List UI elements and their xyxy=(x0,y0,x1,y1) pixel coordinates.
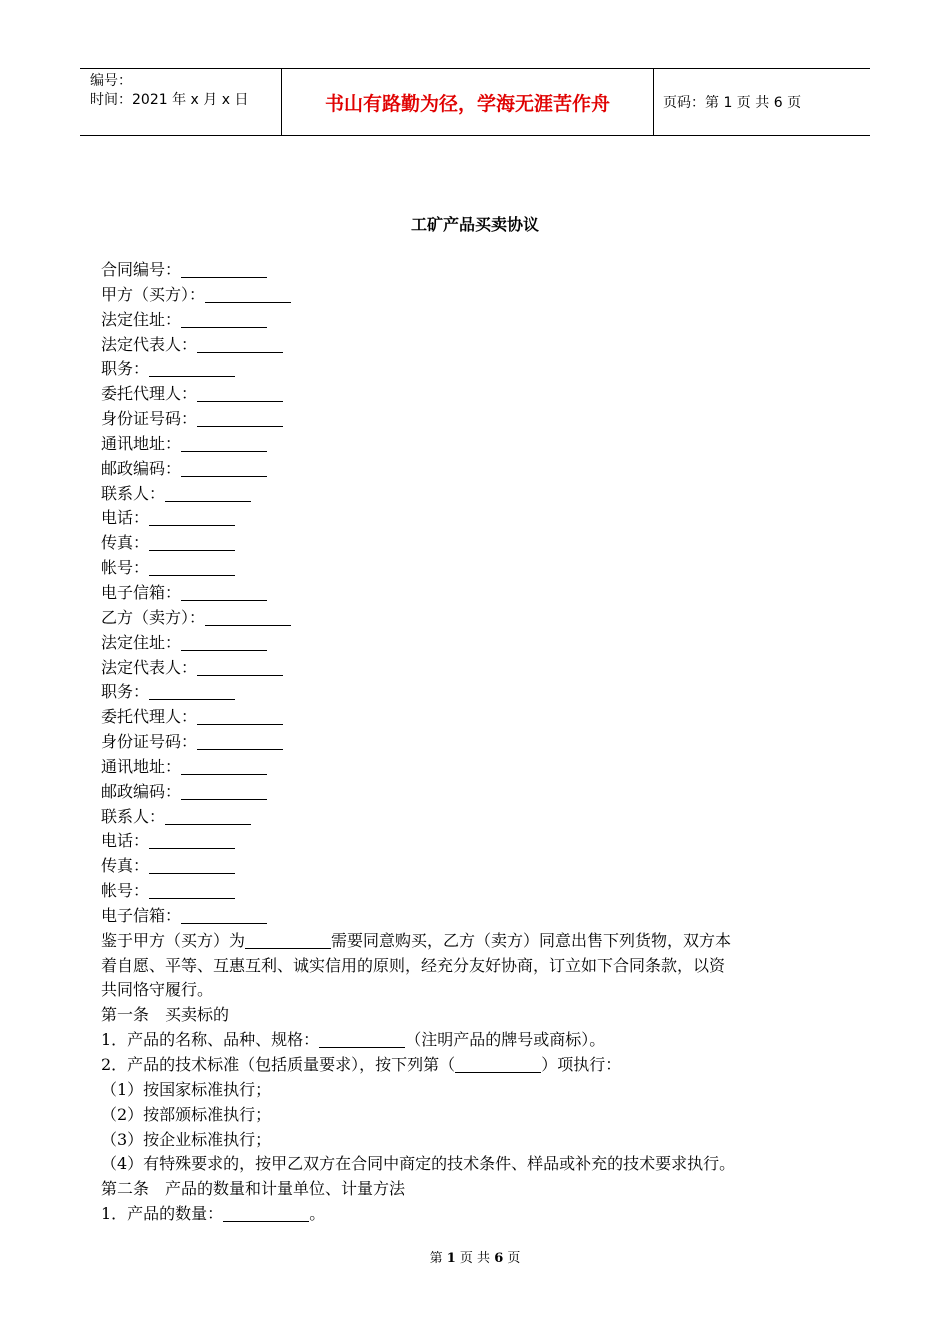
article-1-title: 第一条 买卖标的 xyxy=(101,1005,230,1025)
page-footer xyxy=(0,1247,950,1266)
field-blank-underline xyxy=(149,683,235,700)
form-field-line xyxy=(101,805,861,830)
blank-underline xyxy=(319,1031,405,1048)
field-label: 电话： xyxy=(101,831,150,851)
footer-total-pages: 6 xyxy=(494,1251,504,1266)
field-label: 传真： xyxy=(101,533,150,553)
footer-middle: 页 共 xyxy=(459,1251,491,1266)
form-field-line xyxy=(101,606,861,631)
blank-underline xyxy=(245,932,331,949)
field-blank-underline xyxy=(149,509,235,526)
field-blank-underline xyxy=(149,882,235,899)
field-label: 联系人： xyxy=(101,806,166,826)
field-label: 法定住址： xyxy=(101,309,182,329)
field-blank-underline xyxy=(149,857,235,874)
footer-suffix: 页 xyxy=(507,1251,521,1266)
field-blank-underline xyxy=(197,659,283,676)
form-field-line xyxy=(101,407,861,432)
footer-prefix: 第 xyxy=(429,1251,443,1266)
intro-line-1 xyxy=(101,929,861,954)
form-field-line xyxy=(101,357,861,382)
item-3 xyxy=(101,1202,861,1227)
field-label: 电子信箱： xyxy=(101,905,182,925)
form-field-line xyxy=(101,680,861,705)
footer-page-number: 1 xyxy=(446,1251,456,1266)
field-label: 通讯地址： xyxy=(101,433,182,453)
option-3: （3）按企业标准执行； xyxy=(101,1129,272,1149)
field-blank-underline xyxy=(149,832,235,849)
field-blank-underline xyxy=(197,385,283,402)
form-field-line xyxy=(101,283,861,308)
form-field-line xyxy=(101,258,861,283)
form-field-line xyxy=(101,904,861,929)
field-blank-underline xyxy=(205,609,291,626)
form-field-line xyxy=(101,333,861,358)
article-2-title: 第二条 产品的数量和计量单位、计量方法 xyxy=(101,1179,406,1199)
blank-underline xyxy=(223,1205,309,1222)
field-blank-underline xyxy=(181,584,267,601)
field-label: 身份证号码： xyxy=(101,732,198,752)
field-label: 委托代理人： xyxy=(101,707,198,727)
intro-text-2: 需要同意购买，乙方（卖方）同意出售下列货物，双方本 xyxy=(331,930,732,950)
form-field-line xyxy=(101,631,861,656)
form-field-line xyxy=(101,308,861,333)
field-label: 身份证号码： xyxy=(101,409,198,429)
field-label: 甲方（买方）： xyxy=(101,284,206,304)
form-field-line xyxy=(101,705,861,730)
form-field-line xyxy=(101,755,861,780)
item-3-tail: 。 xyxy=(309,1204,326,1224)
field-label: 电话： xyxy=(101,508,150,528)
form-field-line xyxy=(101,730,861,755)
item-1 xyxy=(101,1028,861,1053)
field-label: 法定代表人： xyxy=(101,334,198,354)
field-blank-underline xyxy=(181,907,267,924)
field-blank-underline xyxy=(181,460,267,477)
option-2: （2）按部颁标准执行； xyxy=(101,1104,272,1124)
party-a-section xyxy=(101,258,861,606)
document-title: 工矿产品买卖协议 xyxy=(410,215,539,234)
document-body xyxy=(101,258,861,1227)
header-motto: 书山有路勤为径，学海无涯苦作舟 xyxy=(282,69,654,135)
item-2-tail: ）项执行： xyxy=(541,1055,622,1074)
field-label: 职务： xyxy=(101,682,150,702)
form-field-line xyxy=(101,382,861,407)
form-field-line xyxy=(101,879,861,904)
form-field-line xyxy=(101,854,861,879)
form-field-line xyxy=(101,829,861,854)
header-number: 编号： xyxy=(90,73,132,89)
item-2 xyxy=(101,1053,861,1078)
intro-line-2: 着自愿、平等、互惠互利、诚实信用的原则，经充分友好协商，订立如下合同条款，以资 xyxy=(101,955,726,975)
field-blank-underline xyxy=(205,286,291,303)
form-field-line xyxy=(101,556,861,581)
party-b-section xyxy=(101,606,861,929)
form-field-line xyxy=(101,656,861,681)
intro-text-1: 鉴于甲方（买方）为 xyxy=(101,930,246,950)
item-1-text: 1．产品的名称、品种、规格： xyxy=(101,1030,320,1050)
form-field-line xyxy=(101,506,861,531)
header-meta xyxy=(80,69,282,135)
field-blank-underline xyxy=(181,435,267,452)
form-field-line xyxy=(101,780,861,805)
field-blank-underline xyxy=(181,758,267,775)
form-field-line xyxy=(101,457,861,482)
field-blank-underline xyxy=(197,410,283,427)
field-label: 联系人： xyxy=(101,483,166,503)
field-label: 邮政编码： xyxy=(101,458,182,478)
intro-line-3: 共同恪守履行。 xyxy=(101,980,214,1000)
field-label: 法定住址： xyxy=(101,632,182,652)
item-2-text: 2．产品的技术标准（包括质量要求），按下列第（ xyxy=(101,1055,456,1074)
field-label: 帐号： xyxy=(101,558,150,578)
form-field-line xyxy=(101,531,861,556)
field-blank-underline xyxy=(197,733,283,750)
header-page-info: 页码：第 1 页 共 6 页 xyxy=(663,95,802,111)
form-field-line xyxy=(101,482,861,507)
field-label: 委托代理人： xyxy=(101,384,198,404)
field-blank-underline xyxy=(181,634,267,651)
field-blank-underline xyxy=(165,808,251,825)
page-header xyxy=(80,68,870,136)
field-label: 电子信箱： xyxy=(101,582,182,602)
field-blank-underline xyxy=(149,360,235,377)
blank-underline xyxy=(455,1056,541,1073)
field-label: 邮政编码： xyxy=(101,781,182,801)
field-label: 合同编号： xyxy=(101,260,182,279)
item-3-text: 1．产品的数量： xyxy=(101,1204,224,1224)
field-label: 乙方（卖方）： xyxy=(101,607,206,627)
option-1: （1）按国家标准执行； xyxy=(101,1079,272,1099)
form-field-line xyxy=(101,432,861,457)
form-field-line xyxy=(101,581,861,606)
field-blank-underline xyxy=(149,559,235,576)
field-blank-underline xyxy=(149,534,235,551)
field-blank-underline xyxy=(181,261,267,278)
field-label: 帐号： xyxy=(101,881,150,901)
field-label: 通讯地址： xyxy=(101,756,182,776)
field-label: 传真： xyxy=(101,856,150,876)
field-blank-underline xyxy=(181,311,267,328)
field-blank-underline xyxy=(181,783,267,800)
field-blank-underline xyxy=(197,708,283,725)
item-1-note: （注明产品的牌号或商标）。 xyxy=(405,1030,606,1050)
field-label: 职务： xyxy=(101,359,150,379)
field-blank-underline xyxy=(197,336,283,353)
option-4: （4）有特殊要求的，按甲乙双方在合同中商定的技术条件、样品或补充的技术要求执行。 xyxy=(101,1154,736,1174)
header-time: 时间：2021 年 x 月 x 日 xyxy=(90,92,249,108)
field-blank-underline xyxy=(165,485,251,502)
field-label: 法定代表人： xyxy=(101,657,198,677)
